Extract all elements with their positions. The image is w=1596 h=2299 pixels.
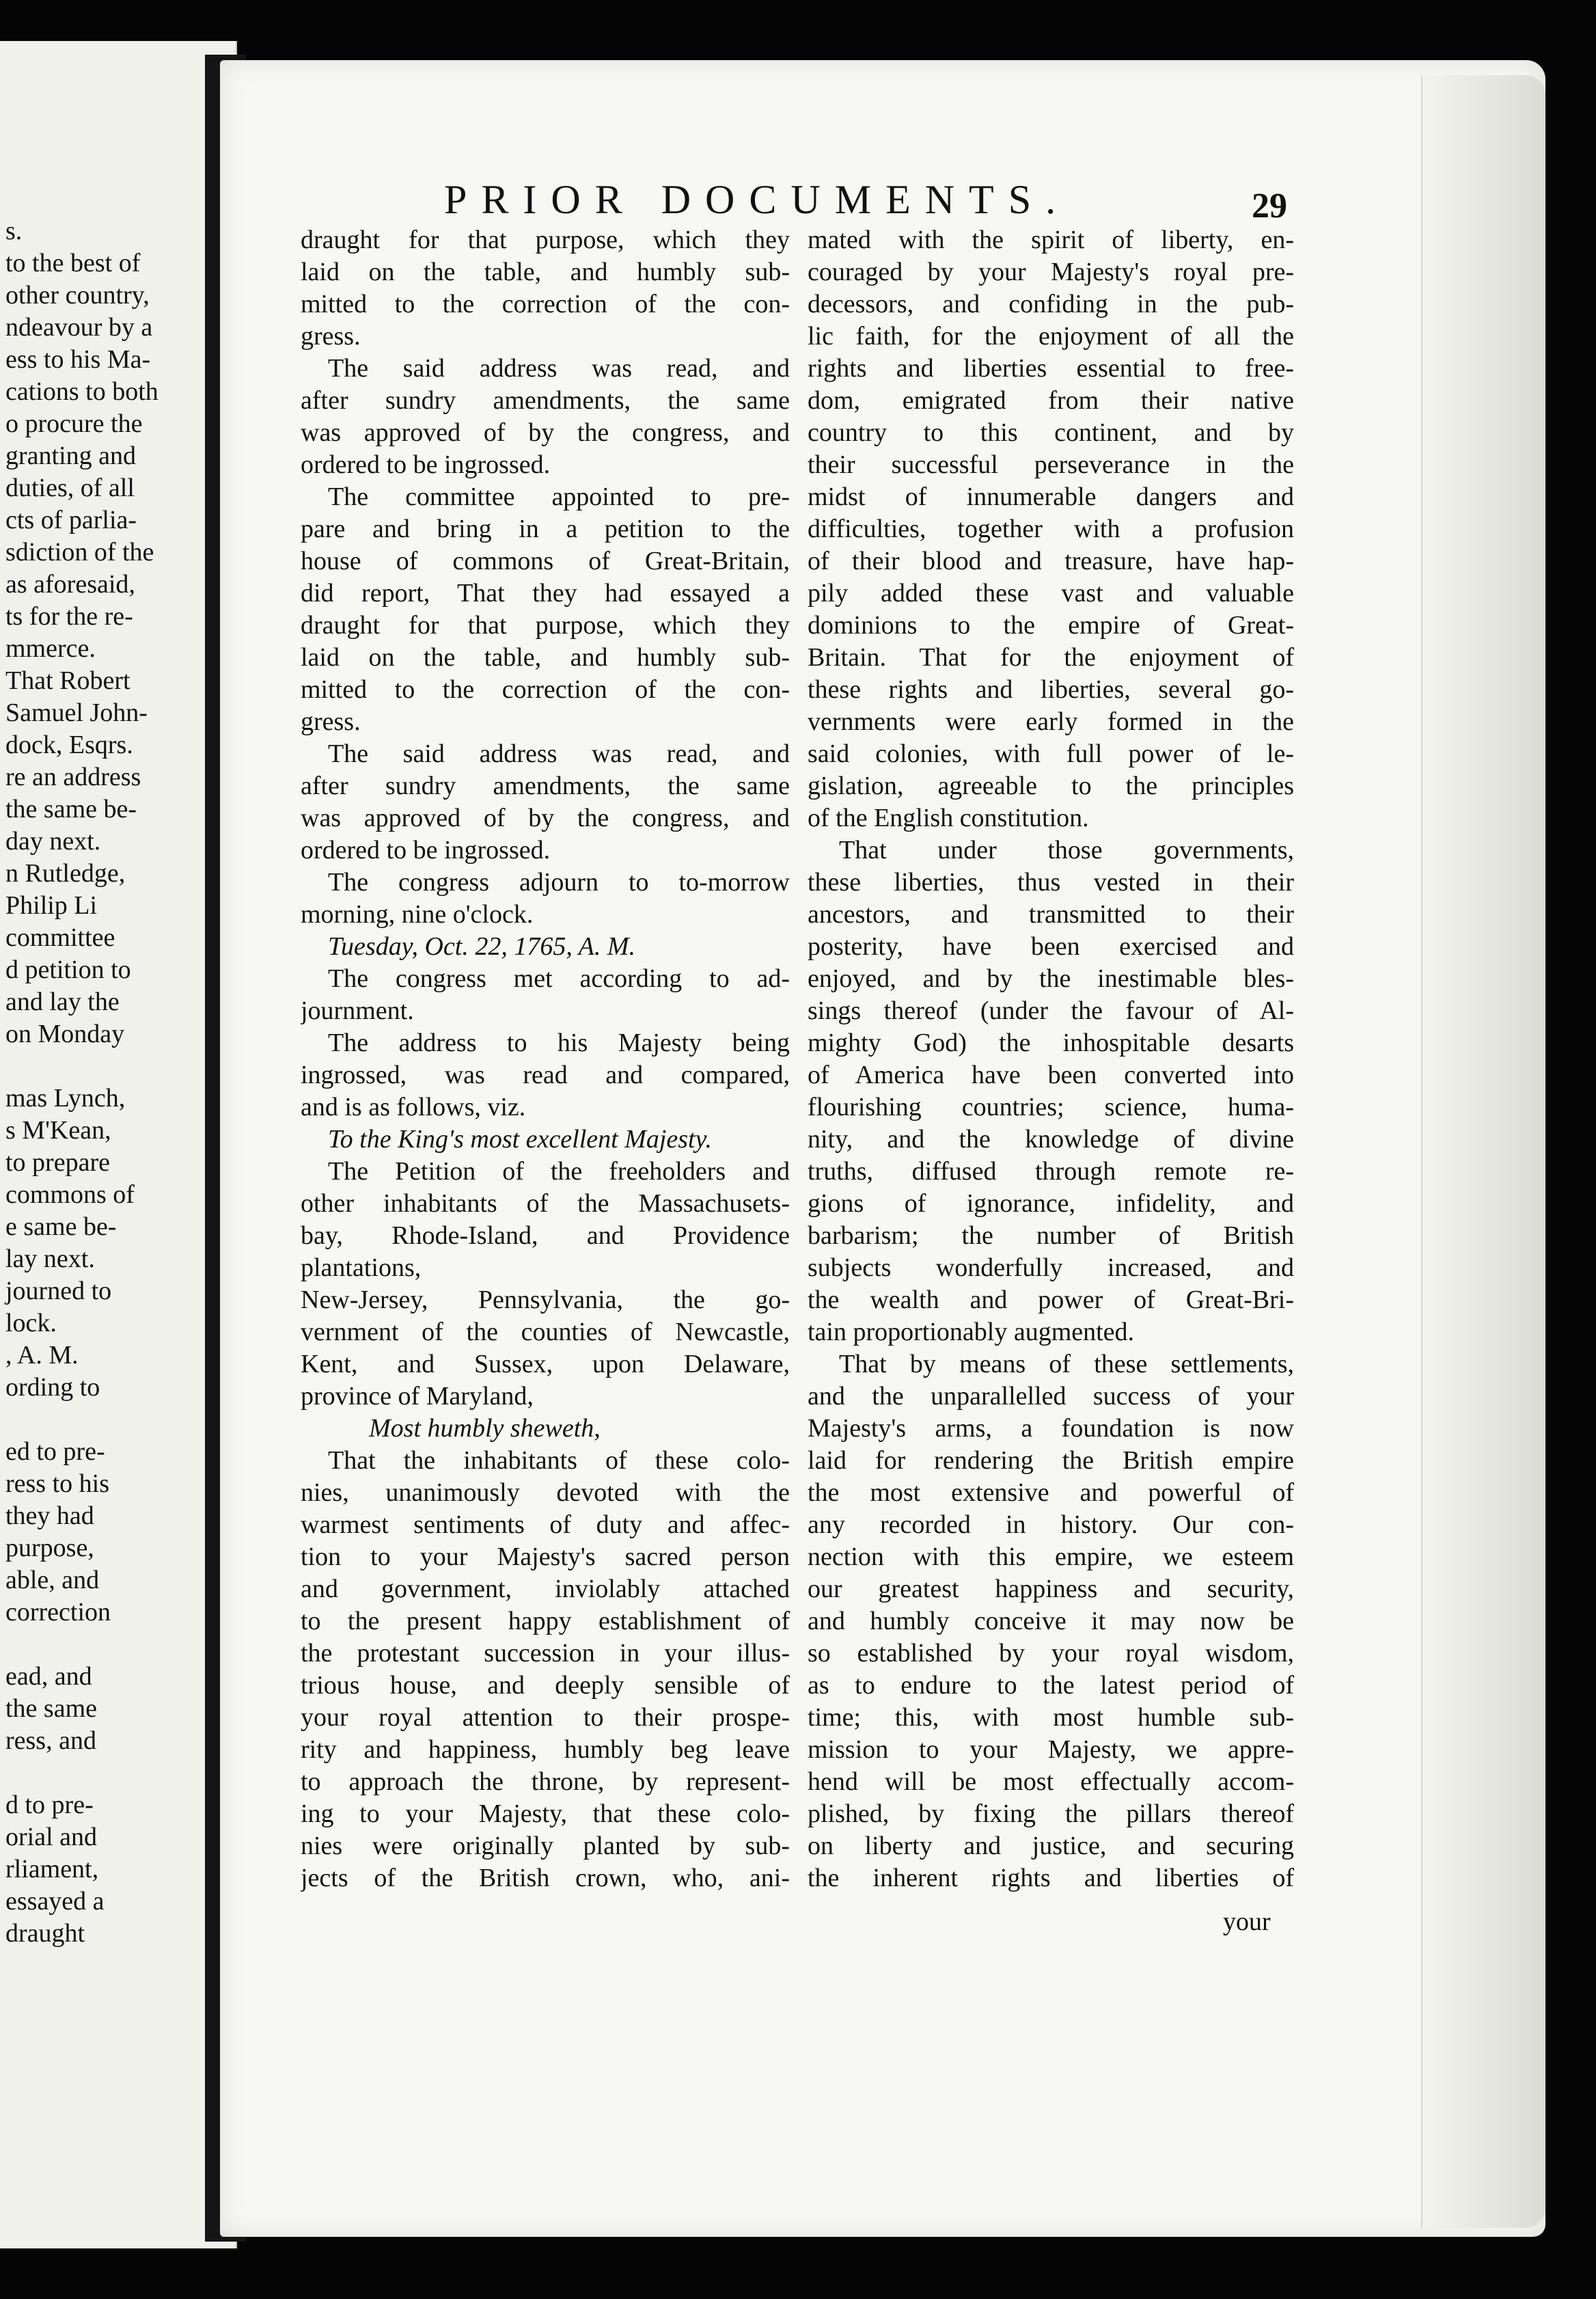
text-line: gislation, agreeable to the principles (808, 772, 1294, 800)
text-line: gress. (301, 707, 361, 736)
text-line: plished, by fixing the pillars thereof (808, 1799, 1294, 1828)
text-line: the inherent rights and liberties of (808, 1864, 1294, 1892)
text-line: vernment of the counties of Newcastle, (301, 1318, 790, 1346)
text-line: mitted to the correction of the con- (301, 675, 790, 704)
text-line: difficulties, together with a profusion (808, 515, 1294, 543)
text-line: to approach the throne, by represent- (301, 1767, 790, 1796)
text-line: to the present happy establishment of (301, 1607, 790, 1635)
text-line (0, 1757, 225, 1789)
text-line: trious house, and deeply sensible of (301, 1671, 790, 1700)
text-line: Tuesday, Oct. 22, 1765, A. M. (328, 932, 636, 961)
text-line: able, and (5, 1566, 100, 1594)
text-line: o procure the (5, 409, 143, 438)
text-line: correction (5, 1598, 111, 1627)
text-line: on liberty and justice, and securing (808, 1832, 1294, 1860)
text-line: journed to (5, 1277, 112, 1305)
text-line: these rights and liberties, several go- (808, 675, 1294, 704)
text-line: Kent, and Sussex, upon Delaware, (301, 1350, 790, 1378)
text-line: orial and (5, 1823, 98, 1851)
text-line: any recorded in history. Our con- (808, 1510, 1294, 1539)
text-line: nection with this empire, we esteem (808, 1542, 1294, 1571)
text-line: mmerce. (5, 634, 96, 663)
text-line: mission to your Majesty, we appre- (808, 1735, 1294, 1764)
text-line: ing to your Majesty, that these colo- (301, 1799, 790, 1828)
text-line: ess to his Ma- (5, 345, 151, 374)
text-line: ordered to be ingrossed. (301, 836, 551, 865)
text-line: , A. M. (5, 1341, 79, 1370)
text-line: enjoyed, and by the inestimable bles- (808, 964, 1294, 993)
text-line: decessors, and confiding in the pub- (808, 290, 1294, 318)
text-line: commons of (5, 1180, 135, 1209)
text-line: house of commons of Great-Britain, (301, 547, 790, 575)
text-line: Most humbly sheweth, (369, 1414, 601, 1443)
text-line: as aforesaid, (5, 570, 135, 599)
text-line: ording to (5, 1373, 100, 1402)
text-line: the protestant succession in your illus- (301, 1639, 790, 1668)
text-line: your royal attention to their prospe- (301, 1703, 790, 1732)
text-line: That by means of these settlements, (839, 1350, 1294, 1378)
page-edge (1421, 75, 1545, 2228)
text-line: committee (5, 923, 115, 952)
text-line: gress. (301, 322, 361, 351)
text-line: e same be- (5, 1212, 117, 1241)
text-line: and humbly conceive it may now be (808, 1607, 1294, 1635)
text-line: s M'Kean, (5, 1116, 111, 1145)
text-line: draught for that purpose, which they (301, 226, 790, 254)
text-line: hend will be most effectually accom- (808, 1767, 1294, 1796)
text-line: dominions to the empire of Great- (808, 611, 1294, 640)
text-line: vernments were early formed in the (808, 707, 1294, 736)
text-line: truths, diffused through remote re- (808, 1157, 1294, 1186)
text-line: ress to his (5, 1469, 109, 1498)
text-line: our greatest happiness and security, (808, 1575, 1294, 1603)
text-line: morning, nine o'clock. (301, 900, 534, 929)
text-line: essayed a (5, 1887, 105, 1916)
text-line: The said address was read, and (328, 739, 790, 768)
text-line: tain proportionably augmented. (808, 1318, 1135, 1346)
text-line: to the best of (5, 249, 141, 277)
text-line: That under those governments, (839, 836, 1294, 865)
text-line: couraged by your Majesty's royal pre- (808, 258, 1294, 286)
text-line: province of Maryland, (301, 1382, 534, 1411)
text-line: sings thereof (under the favour of Al- (808, 996, 1294, 1025)
text-line: the same be- (5, 795, 137, 824)
text-line (0, 1404, 225, 1436)
text-line: lock. (5, 1309, 57, 1337)
text-line: after sundry amendments, the same (301, 386, 790, 415)
text-line: the same (5, 1694, 98, 1723)
text-line: The said address was read, and (328, 354, 790, 383)
text-line: cations to both (5, 377, 159, 406)
text-line: mated with the spirit of liberty, en- (808, 226, 1294, 254)
text-line: posterity, have been exercised and (808, 932, 1294, 961)
text-line: The address to his Majesty being (328, 1029, 790, 1057)
text-line: the wealth and power of Great-Bri- (808, 1285, 1294, 1314)
text-line: time; this, with most humble sub- (808, 1703, 1294, 1732)
text-line: duties, of all (5, 474, 135, 502)
text-line: and lay the (5, 988, 120, 1016)
text-line: nity, and the knowledge of divine (808, 1125, 1294, 1154)
text-column-right (808, 224, 1294, 1894)
text-line: midst of innumerable dangers and (808, 482, 1294, 511)
text-line: they had (5, 1501, 94, 1530)
text-line: other inhabitants of the Massachusets- (301, 1189, 790, 1218)
text-line: d to pre- (5, 1791, 94, 1819)
text-line: so established by your royal wisdom, (808, 1639, 1294, 1668)
text-line: ed to pre- (5, 1437, 105, 1466)
text-line: lic faith, for the enjoyment of all the (808, 322, 1294, 351)
text-line: rights and liberties essential to free- (808, 354, 1294, 383)
text-line: cts of parlia- (5, 506, 137, 534)
text-line: lay next. (5, 1244, 95, 1273)
text-line: Britain. That for the enjoyment of (808, 643, 1294, 672)
text-line: tion to your Majesty's sacred person (301, 1542, 790, 1571)
text-line: Philip Li (5, 891, 98, 920)
text-line: ancestors, and transmitted to their (808, 900, 1294, 929)
text-line: of their blood and treasure, have hap- (808, 547, 1294, 575)
text-line: warmest sentiments of duty and affec- (301, 1510, 790, 1539)
text-line: rliament, (5, 1855, 99, 1883)
text-line: as to endure to the latest period of (808, 1671, 1294, 1700)
text-line: That Robert (5, 666, 130, 695)
text-line: laid for rendering the British empire (808, 1446, 1294, 1475)
text-line: mas Lynch, (5, 1084, 126, 1113)
text-line: re an address (5, 763, 141, 791)
text-column-left (301, 224, 790, 1894)
text-line: nies were originally planted by sub- (301, 1832, 790, 1860)
text-line: country to this continent, and by (808, 418, 1294, 447)
facing-page (0, 41, 237, 2248)
text-line: subjects wonderfully increased, and (808, 1253, 1294, 1282)
text-line: The congress adjourn to to-morrow (328, 868, 790, 897)
text-line: did report, That they had essayed a (301, 579, 790, 608)
text-line: was approved of by the congress, and (301, 804, 790, 832)
running-head: PRIOR DOCUMENTS. (444, 177, 1071, 222)
text-line: Samuel John- (5, 698, 148, 727)
text-line: Majesty's arms, a foundation is now (808, 1414, 1294, 1443)
text-line: laid on the table, and humbly sub- (301, 258, 790, 286)
text-line: mitted to the correction of the con- (301, 290, 790, 318)
text-line: laid on the table, and humbly sub- (301, 643, 790, 672)
text-line: purpose, (5, 1534, 94, 1562)
text-line: of America have been converted into (808, 1061, 1294, 1089)
text-line: pily added these vast and valuable (808, 579, 1294, 608)
text-line: on Monday (5, 1020, 125, 1048)
text-line (0, 1629, 225, 1661)
text-line: draught (5, 1919, 85, 1948)
text-line: New-Jersey, Pennsylvania, the go- (301, 1285, 790, 1314)
text-line: n Rutledge, (5, 859, 126, 888)
text-line: journment. (301, 996, 414, 1025)
text-line: day next. (5, 827, 101, 856)
text-line: flourishing countries; science, huma- (808, 1093, 1294, 1121)
text-line: was approved of by the congress, and (301, 418, 790, 447)
text-line: d petition to (5, 955, 131, 984)
text-line: gions of ignorance, infidelity, and (808, 1189, 1294, 1218)
text-line: s. (5, 217, 23, 245)
text-line: mighty God) the inhospitable desarts (808, 1029, 1294, 1057)
text-line: and the unparallelled success of your (808, 1382, 1294, 1411)
text-line: these liberties, thus vested in their (808, 868, 1294, 897)
text-line: ress, and (5, 1726, 96, 1755)
text-line: the most extensive and powerful of (808, 1478, 1294, 1507)
text-line: ingrossed, was read and compared, (301, 1061, 790, 1089)
text-line: pare and bring in a petition to the (301, 515, 790, 543)
text-line: ndeavour by a (5, 313, 153, 342)
catchword: your (1223, 1907, 1271, 1936)
text-line: and is as follows, viz. (301, 1093, 526, 1121)
text-line: ts for the re- (5, 602, 133, 631)
text-line: The Petition of the freeholders and (328, 1157, 790, 1186)
text-line: plantations, (301, 1253, 422, 1282)
text-line: to prepare (5, 1148, 110, 1177)
text-line: dock, Esqrs. (5, 731, 133, 759)
facing-page-text (0, 215, 232, 1950)
text-line: draught for that purpose, which they (301, 611, 790, 640)
text-line: said colonies, with full power of le- (808, 739, 1294, 768)
text-line: granting and (5, 441, 137, 470)
text-line: other country, (5, 281, 150, 310)
text-line: sdiction of the (5, 538, 154, 567)
text-line (0, 1050, 225, 1083)
text-line: and government, inviolably attached (301, 1575, 790, 1603)
text-line: To the King's most excellent Majesty. (328, 1125, 712, 1154)
text-line: dom, emigrated from their native (808, 386, 1294, 415)
text-line: bay, Rhode-Island, and Providence (301, 1221, 790, 1250)
text-line: of the English constitution. (808, 804, 1089, 832)
text-line: That the inhabitants of these colo- (328, 1446, 790, 1475)
text-line: their successful perseverance in the (808, 450, 1294, 479)
text-line: The committee appointed to pre- (328, 482, 790, 511)
text-line: The congress met according to ad- (328, 964, 790, 993)
text-line: nies, unanimously devoted with the (301, 1478, 790, 1507)
text-line: barbarism; the number of British (808, 1221, 1294, 1250)
page-number: 29 (1252, 187, 1287, 226)
text-line: rity and happiness, humbly beg leave (301, 1735, 790, 1764)
text-line: ead, and (5, 1662, 92, 1691)
text-line: ordered to be ingrossed. (301, 450, 551, 479)
text-line: jects of the British crown, who, ani- (301, 1864, 790, 1892)
text-line: after sundry amendments, the same (301, 772, 790, 800)
